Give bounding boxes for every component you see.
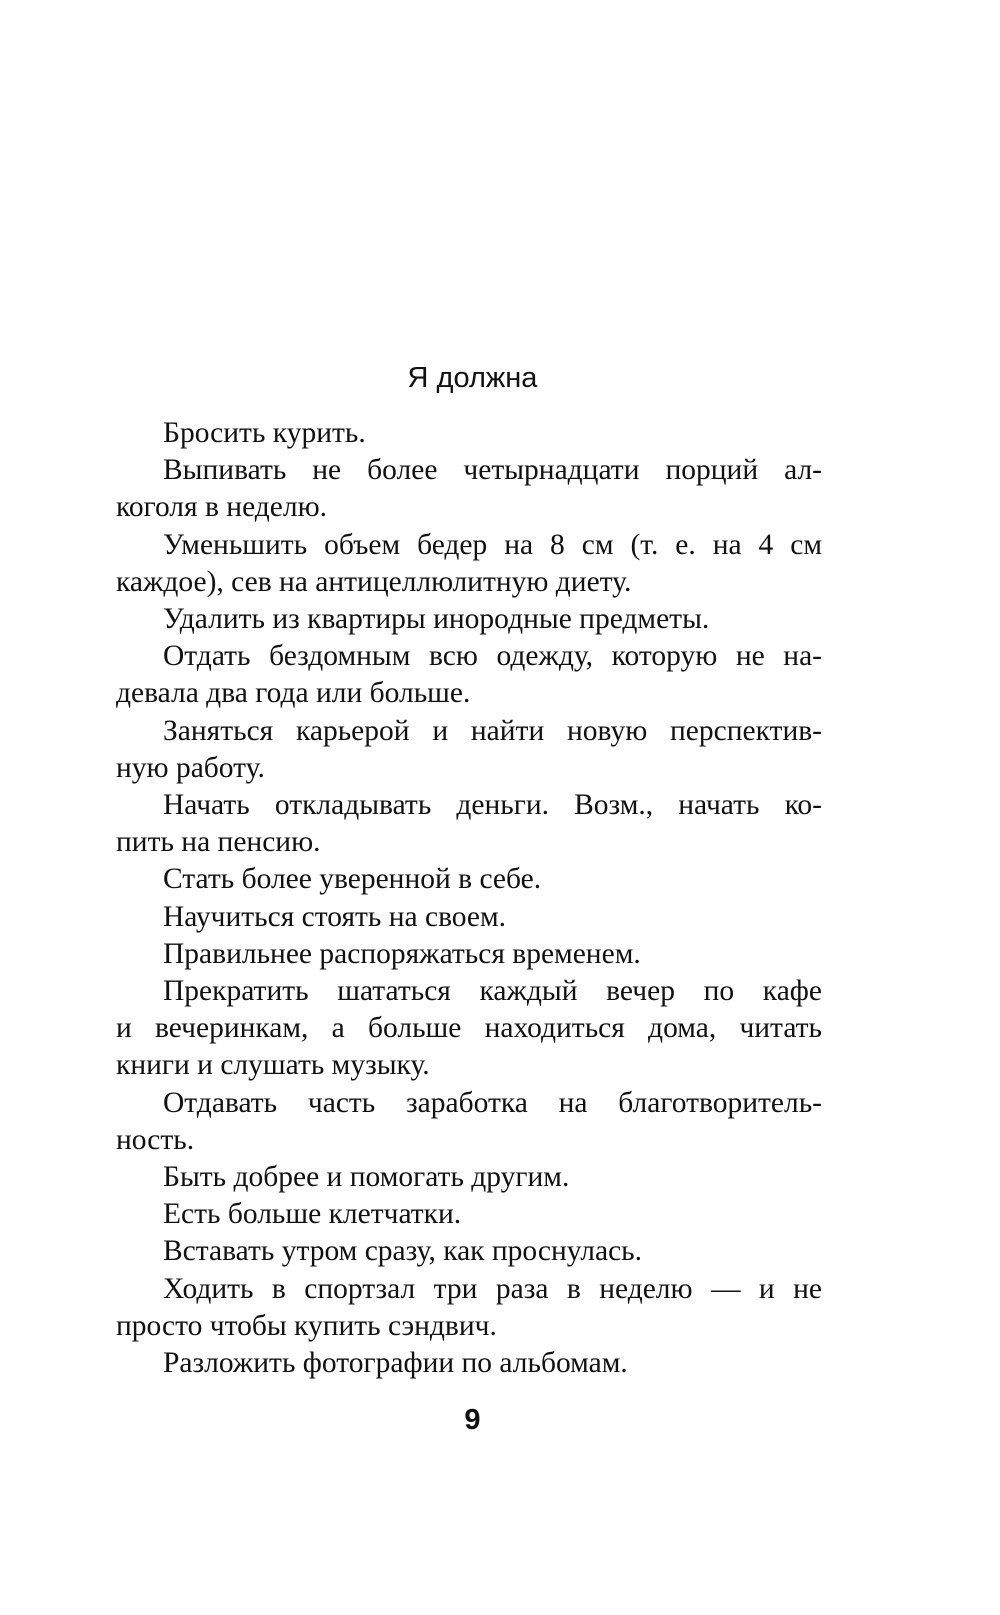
text-line: Начать откладывать деньги. Возм., начать ко- <box>163 789 822 822</box>
text-line: Выпивать не более четырнадцати порций ал- <box>163 454 822 487</box>
body-text <box>116 415 822 1382</box>
paragraph <box>116 936 822 973</box>
paragraph <box>116 415 822 452</box>
text-line: просто чтобы купить сэндвич. <box>116 1309 497 1342</box>
text-line: Быть добрее и помогать другим. <box>163 1161 570 1194</box>
paragraph <box>116 899 822 936</box>
paragraph <box>116 1345 822 1382</box>
paragraph <box>116 638 822 712</box>
text-line: Вставать утром сразу, как проснулась. <box>163 1235 642 1268</box>
paragraph <box>116 1085 822 1159</box>
text-line: Научиться стоять на своем. <box>163 900 507 933</box>
text-line: коголя в неделю. <box>116 491 328 524</box>
paragraph <box>116 452 822 526</box>
text-line: Отдавать часть заработка на благотворитель- <box>163 1086 822 1119</box>
text-line: Уменьшить объем бедер на 8 см (т. е. на 4 см <box>163 528 822 561</box>
text-line: ность. <box>116 1123 195 1156</box>
text-line: и вечеринкам, а больше находиться дома, читать <box>116 1012 822 1045</box>
text-line: Разложить фотографии по альбомам. <box>163 1347 628 1380</box>
paragraph <box>116 713 822 787</box>
paragraph <box>116 861 822 898</box>
text-line: каждое), сев на антицеллюлитную диету. <box>116 565 632 598</box>
text-line: Бросить курить. <box>163 417 366 449</box>
chapter-title: Я должна <box>407 362 538 394</box>
paragraph <box>116 527 822 601</box>
text-line: Правильнее распоряжаться временем. <box>163 937 641 970</box>
paragraph <box>116 1233 822 1270</box>
paragraph <box>116 1271 822 1345</box>
text-line: Ходить в спортзал три раза в неделю — и не <box>163 1272 822 1305</box>
text-line: девала два года или больше. <box>116 677 471 710</box>
text-line: Заняться карьерой и найти новую перспектив- <box>163 714 822 747</box>
text-line: пить на пенсию. <box>116 826 321 859</box>
text-line: книги и слушать музыку. <box>116 1049 430 1082</box>
paragraph <box>116 973 822 1085</box>
text-line: Прекратить шататься каждый вечер по кафе <box>163 975 822 1008</box>
text-line: Есть больше клетчатки. <box>163 1198 462 1231</box>
page-number: 9 <box>464 1404 481 1436</box>
text-line: ную работу. <box>116 751 265 784</box>
text-line: Удалить из квартиры инородные предметы. <box>163 603 710 636</box>
text-line: Стать более уверенной в себе. <box>163 863 542 896</box>
paragraph <box>116 1159 822 1196</box>
paragraph <box>116 1196 822 1233</box>
text-line: Отдать бездомным всю одежду, которую не на- <box>163 640 822 673</box>
paragraph <box>116 787 822 861</box>
paragraph <box>116 601 822 638</box>
